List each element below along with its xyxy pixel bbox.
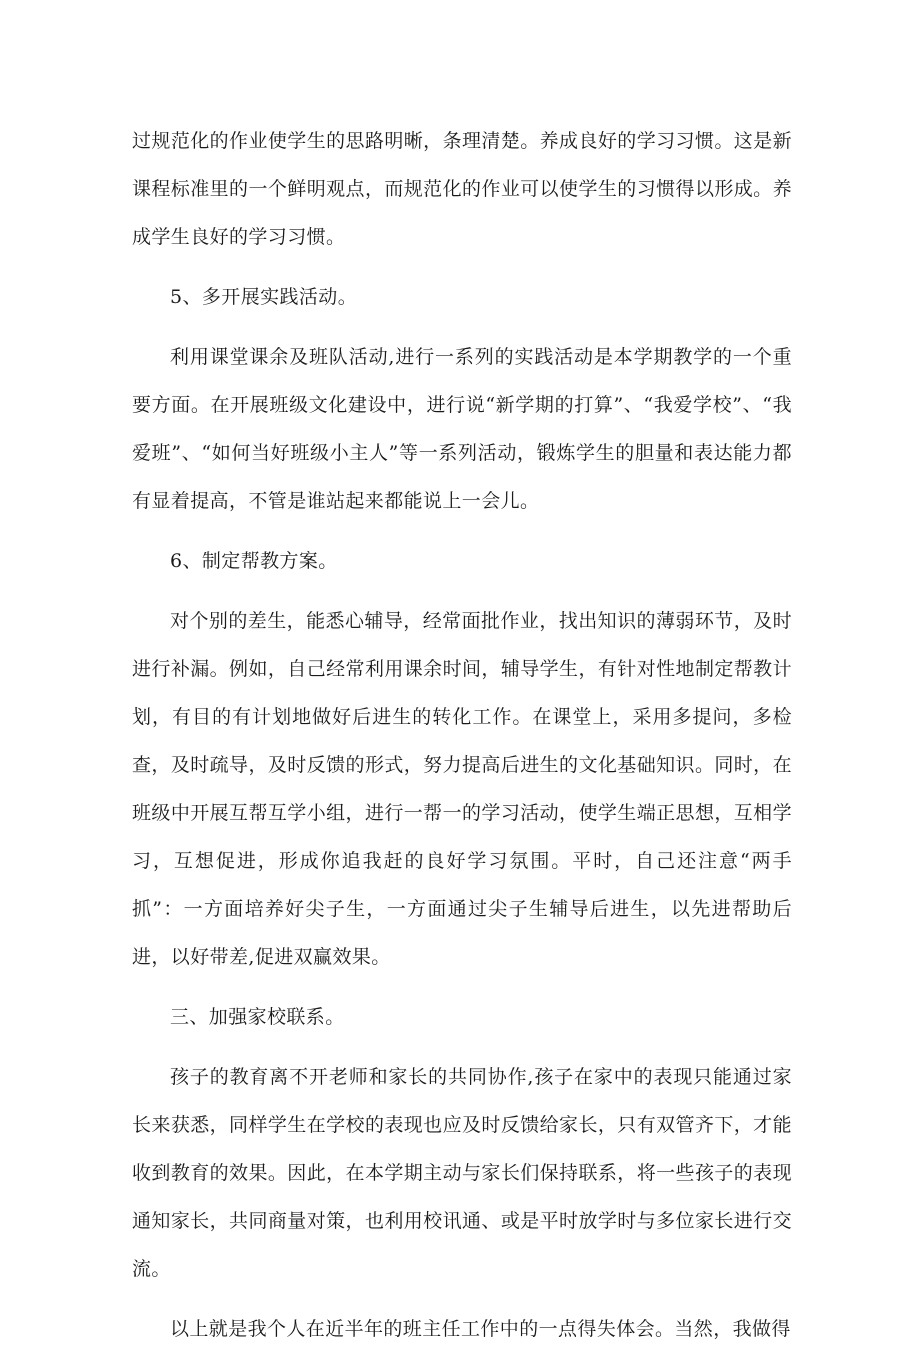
heading-tutoring-plan: 6、制定帮教方案。	[170, 550, 338, 572]
paragraph-tutoring-plan: 对个别的差生，能悉心辅导，经常面批作业，找出知识的薄弱环节，及时进行补漏。例如，自己经常利用课余时间，辅导学生，有针对性地制定帮教计划，有目的有计划地做好后进生的转化工作。在课堂上，采用多提问，多检查，及时疏导，及时反馈的形式，努力提高后进生的文化基础知识。同时，在班级中开展互帮互学小组，进行一帮一的学习活动，使学生端正思想，互相学习，互想促进，形成你追我赶的良好学习氛围。平时，自己还注意“两手抓”：一方面培养好尖子生，一方面通过尖子生辅导后进生，以先进帮助后进，以好带差,促进双赢效果。	[132, 610, 792, 968]
heading-home-school-contact: 三、加强家校联系。	[170, 1006, 345, 1028]
paragraph-home-school-contact: 孩子的教育离不开老师和家长的共同协作,孩子在家中的表现只能通过家长来获悉，同样学生在学校的表现也应及时反馈给家长，只有双管齐下，才能收到教育的效果。因此，在本学期主动与家长们保持联系，将一些孩子的表现通知家长，共同商量对策，也利用校讯通、或是平时放学时与多位家长进行交流。	[132, 1066, 792, 1280]
document-page	[132, 117, 792, 1353]
heading-practice-activities: 5、多开展实践活动。	[170, 286, 358, 308]
paragraph-practice-activities: 利用课堂课余及班队活动,进行一系列的实践活动是本学期教学的一个重要方面。在开展班级文化建设中，进行说“新学期的打算”、“我爱学校”、“我爱班”、“如何当好班级小主人”等一系列活动，锻炼学生的胆量和表达能力都有显着提高，不管是谁站起来都能说上一会儿。	[132, 346, 792, 512]
paragraph-conclusion: 以上就是我个人在近半年的班主任工作中的一点得失体会。当然，我做得	[170, 1318, 791, 1340]
paragraph-homework-habits: 过规范化的作业使学生的思路明晰，条理清楚。养成良好的学习习惯。这是新课程标准里的一个鲜明观点，而规范化的作业可以使学生的习惯得以形成。养成学生良好的学习习惯。	[132, 130, 792, 248]
